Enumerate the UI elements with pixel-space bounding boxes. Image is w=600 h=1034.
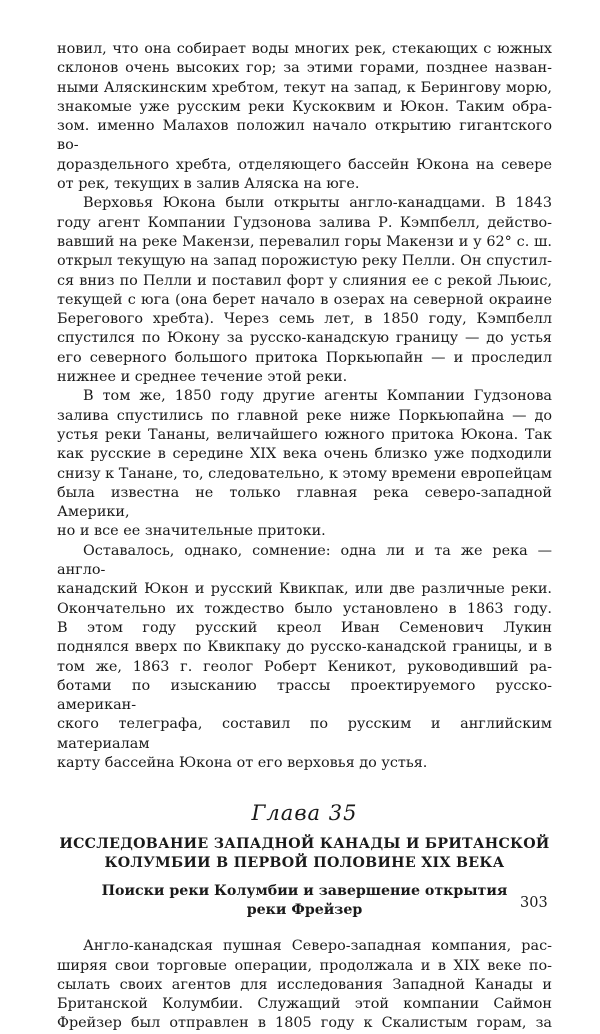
paragraph-identity — [57, 542, 552, 774]
text-line: Фрейзер был отправлен в 1805 году к Скалистым горам, за — [57, 1015, 552, 1032]
text-line: ботами по изысканию трассы проектируемого русско-американ- — [57, 677, 552, 714]
text-line: Англо-канадская пушная Северо-западная компания, рас- — [83, 938, 552, 955]
text-line: Британской Колумбии. Служащий этой компании Саймон — [57, 996, 552, 1013]
text-line: склонов очень высоких гор; за этими горами, позднее назван- — [57, 60, 552, 77]
text-line: зом. именно Малахов положил начало открытию гигантского во- — [57, 118, 552, 154]
text-line: залива спустились по главной реке ниже Поркьюпайна — до — [57, 407, 552, 424]
text-line: году агент Компании Гудзонова залива Р. Кэмпбелл, действо- — [57, 214, 552, 231]
text-line: нижнее и среднее течение этой реки. — [57, 369, 348, 386]
text-line: знакомые уже русским реки Кускоквим и Юкон. Таким обра- — [57, 98, 552, 115]
chapter-title-line: ИССЛЕДОВАНИЕ ЗАПАДНОЙ КАНАДЫ И БРИТАНСКОЙ — [59, 836, 550, 853]
text-line: канадский Юкон и русский Квикпак, или две различные реки. — [57, 581, 552, 598]
page-number: 303 — [520, 895, 548, 911]
text-line: Оставалось, однако, сомнение: одна ли и та же река — англо- — [57, 542, 552, 579]
section-title — [57, 882, 552, 919]
section-title-line: реки Фрейзер — [246, 901, 363, 918]
paragraph-tanana — [57, 387, 552, 541]
text-line: сылать своих агентов для исследования Западной Канады и — [57, 976, 552, 993]
chapter-title — [57, 835, 552, 872]
chapter-label: Глава 35 — [251, 801, 358, 826]
text-line: карту бассейна Юкона от его верховья до устья. — [57, 754, 428, 771]
text-line: ными Аляскинским хребтом, текут на запад, к Берингову морю, — [57, 79, 552, 96]
text-line: спустился по Юкону за русско-канадскую границу — до устья — [57, 330, 552, 347]
section-title-line: Поиски реки Колумбии и завершение открытия — [101, 883, 508, 900]
text-line: как русские в середине XIX века очень близко уже подходили — [57, 446, 552, 463]
paragraph-yukon-upper — [57, 194, 552, 387]
text-line: от рек, текущих в залив Аляска на юге. — [57, 176, 360, 193]
text-line: вавший на реке Макензи, перевалил горы Макензи и у 62° с. ш. — [57, 233, 552, 250]
text-line: Верховья Юкона были открыты англо-канадцами. В 1843 — [83, 195, 552, 212]
chapter-title-line: КОЛУМБИИ В ПЕРВОЙ ПОЛОВИНЕ XIX ВЕКА — [104, 854, 505, 871]
text-line: поднялся вверх по Квикпаку до русско-канадской границы, и в — [57, 639, 552, 656]
text-line: ширяя свои торговые операции, продолжала и в XIX веке по- — [57, 957, 552, 974]
text-line: Берегового хребта). Через семь лет, в 1850 году, Кэмпбелл — [57, 311, 552, 328]
text-line: его северного большого притока Поркьюпайн — и проследил — [57, 349, 552, 366]
text-line: была известна не только главная река северо-западной Америки, — [57, 484, 552, 521]
paragraph-fraser — [57, 937, 552, 1033]
text-line: том же, 1863 г. геолог Роберт Кеникот, руководивший ра- — [57, 658, 552, 675]
text-line: ского телеграфа, составил по русским и английским материалам — [57, 716, 552, 752]
page-body — [57, 40, 552, 1034]
text-line: дораздельного хребта, отделяющего бассейн Юкона на севере — [57, 156, 552, 173]
text-line: но и все ее значительные притоки. — [57, 523, 326, 540]
text-line: открыл текущую на запад порожистую реку Пелли. Он спустил- — [57, 253, 552, 270]
text-line: текущей с юга (она берет начало в озерах на северной окраине — [57, 291, 552, 308]
paragraph-malakhov — [57, 40, 552, 194]
text-line: Окончательно их тождество было установлено в 1863 году. — [57, 600, 552, 617]
text-line: В том же, 1850 году другие агенты Компании Гудзонова — [83, 388, 552, 405]
text-line: устья реки Тананы, величайшего южного притока Юкона. Так — [57, 426, 552, 443]
text-line: В этом году русский креол Иван Семенович Лукин — [57, 619, 552, 636]
text-line: ся вниз по Пелли и поставил форт у слияния ее с рекой Льюис, — [57, 272, 552, 289]
text-line: снизу к Танане, то, следовательно, к этому времени европейцам — [57, 465, 552, 482]
text-line: новил, что она собирает воды многих рек, стекающих с южных — [57, 41, 552, 57]
